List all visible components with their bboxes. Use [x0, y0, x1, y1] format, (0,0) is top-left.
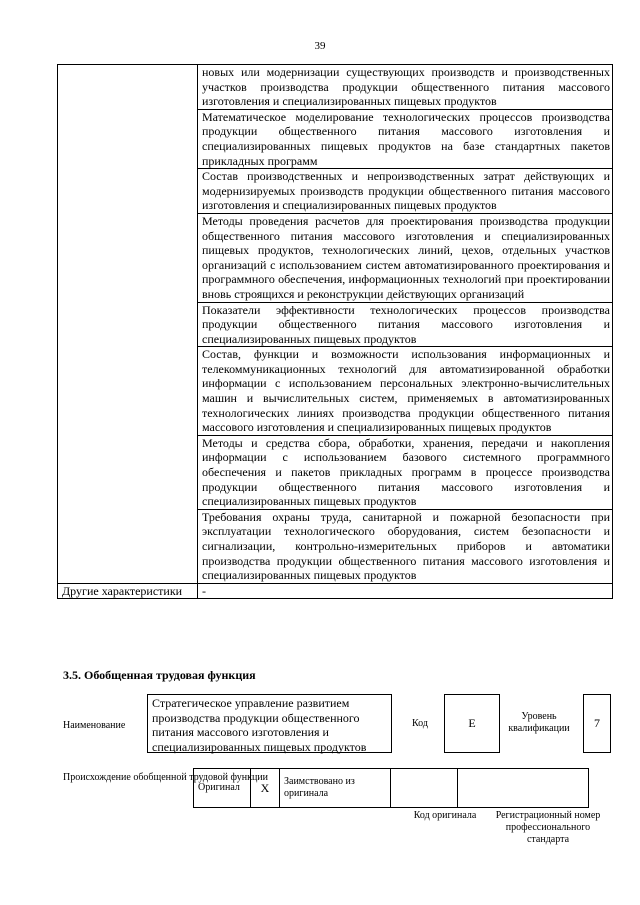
table-cell: Состав, функции и возможности использования информационных и телекоммуникационных технологий для автоматизированной обработки информации с использованием персональных электронно-вычислительных машин и вычислительных систем, применяемых в автоматизированных технологических линиях производства продукции общественного питания массового изготовления и специализированных пищевых продуктов	[198, 347, 613, 436]
qualification-level-value: 7	[583, 694, 611, 753]
reg-number-caption: Регистрационный номер профессионального стандарта	[495, 810, 601, 845]
knowledge-table	[57, 64, 613, 599]
origin-code-caption: Код оригинала	[413, 810, 477, 821]
other-characteristics-value: -	[198, 583, 613, 599]
code-label: Код	[412, 718, 428, 729]
origin-table	[193, 768, 589, 808]
table-cell: Методы и средства сбора, обработки, хранения, передачи и накопления информации с использованием базового системного программного обеспечения и пакетов прикладных программ в процессе производства продукции общественного питания массового изготовления и специализированных пищевых продуктов	[198, 435, 613, 509]
page-number: 39	[314, 40, 326, 52]
other-characteristics-label: Другие характеристики	[58, 583, 198, 599]
table-cell: Методы проведения расчетов для проектирования производства продукции общественного питания массового изготовления и специализированных пищевых продуктов, технологических линий, цехов, отдельных участков организаций с использованием систем автоматизированного проектирования и программного обеспечения, информационных технологий при проектировании вновь строящихся и реконструкции действующих организаций	[198, 213, 613, 302]
table-cell: Математическое моделирование технологических процессов производства продукции общественного питания массового изготовления и специализированных пищевых продуктов на базе стандартных пакетов прикладных программ	[198, 109, 613, 168]
table-cell: Показатели эффективности технологических процессов производства продукции общественного питания массового изготовления и специализированных пищевых продуктов	[198, 302, 613, 347]
qualification-level-label: Уровень квалификации	[508, 711, 570, 734]
table-row	[194, 769, 589, 808]
code-value: E	[444, 694, 500, 753]
table-cell: Требования охраны труда, санитарной и пожарной безопасности при эксплуатации технологического оборудования, систем безопасности и сигнализации, контрольно-измерительных приборов и автоматики производства продукции общественного питания массового изготовления и специализированных пищевых продуктов	[198, 509, 613, 583]
table-row	[58, 583, 613, 599]
table-row	[58, 65, 613, 110]
borrowed-label: Заимствовано из оригинала	[280, 769, 391, 808]
name-value: Стратегическое управление развитием производства продукции общественного питания массового изготовления и специализированных пищевых продуктов	[147, 694, 392, 753]
row-header-cell	[58, 65, 198, 584]
original-mark: X	[251, 769, 280, 808]
origin-label: Происхождение обобщенной трудовой функции	[63, 772, 269, 783]
reg-number-cell	[458, 769, 589, 808]
table-cell: новых или модернизации существующих производств и производственных участков производства продукции общественного питания массового изготовления и специализированных пищевых продуктов	[198, 65, 613, 110]
origin-code-cell	[391, 769, 458, 808]
original-label: Оригинал	[194, 769, 251, 808]
name-label: Наименование	[63, 720, 126, 731]
section-heading: 3.5. Обобщенная трудовая функция	[63, 668, 256, 682]
table-cell: Состав производственных и непроизводственных затрат действующих и модернизируемых производств продукции общественного питания массового изготовления и специализированных пищевых продуктов	[198, 169, 613, 214]
